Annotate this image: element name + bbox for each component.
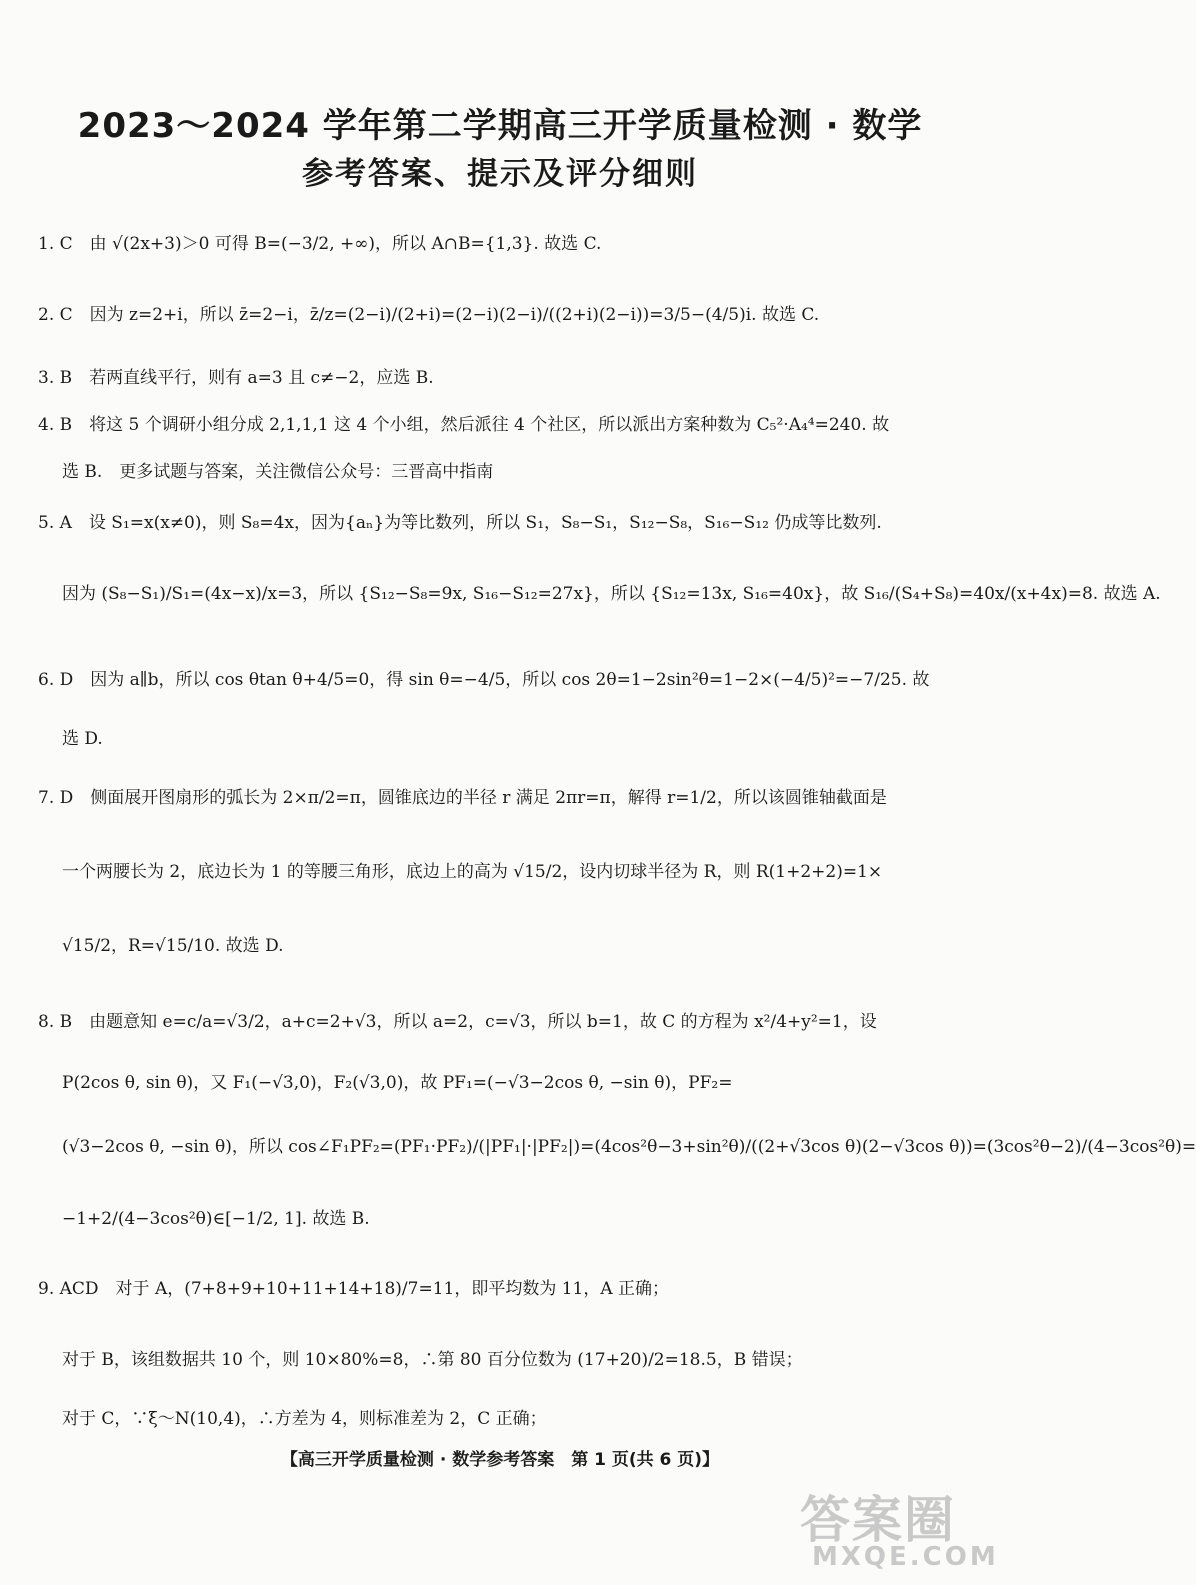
answer-6: 6. D 因为 a∥b，所以 cos θtan θ+4/5=0，得 sin θ=−4/5，所以 cos 2θ=1−2sin²θ=1−2×(−4/5)²=−7/25. 故 — [38, 670, 930, 690]
answer-7-cont: 一个两腰长为 2，底边长为 1 的等腰三角形，底边上的高为 √15/2，设内切球半径为 R，则 R(1+2+2)=1× — [62, 862, 883, 882]
watermark-text: 答案圈 — [800, 1491, 956, 1549]
answer-1: 1. C 由 √(2x+3)＞0 可得 B=(−3/2, +∞)，所以 A∩B={1,3}. 故选 C. — [38, 234, 602, 254]
answer-5: 5. A 设 S₁=x(x≠0)，则 S₈=4x，因为{aₙ}为等比数列，所以 S₁，S₈−S₁，S₁₂−S₈，S₁₆−S₁₂ 仍成等比数列. — [38, 513, 882, 533]
answer-8-cont-3: −1+2/(4−3cos²θ)∈[−1/2, 1]. 故选 B. — [62, 1209, 370, 1229]
answer-4-cont: 选 B. 更多试题与答案，关注微信公众号：三晋高中指南 — [62, 462, 494, 482]
answer-7: 7. D 侧面展开图扇形的弧长为 2×π/2=π，圆锥底边的半径 r 满足 2πr=π，解得 r=1/2，所以该圆锥轴截面是 — [38, 788, 887, 808]
answer-8: 8. B 由题意知 e=c/a=√3/2，a+c=2+√3，所以 a=2，c=√3，所以 b=1，故 C 的方程为 x²/4+y²=1，设 — [38, 1012, 877, 1032]
page-footer: 【高三开学质量检测 · 数学参考答案 第 1 页(共 6 页)】 — [280, 1450, 720, 1470]
watermark-logo — [800, 1480, 999, 1580]
answer-2: 2. C 因为 z=2+i，所以 z̄=2−i，z̄/z=(2−i)/(2+i)=(2−i)(2−i)/((2+i)(2−i))=3/5−(4/5)i. 故选 C. — [38, 305, 820, 325]
page-subtitle: 参考答案、提示及评分细则 — [302, 156, 698, 192]
answer-9-c: 对于 C，∵ξ～N(10,4)，∴方差为 4，则标准差为 2，C 正确； — [62, 1409, 547, 1429]
answer-8-cont-2: (√3−2cos θ, −sin θ)，所以 cos∠F₁PF₂=(PF₁·PF₂)/(|PF₁|·|PF₂|)=(4cos²θ−3+sin²θ)/((2+√3cos θ)(2−√3cos θ))=(3cos²θ−2)/(4−3cos²θ)= — [62, 1137, 1196, 1157]
answer-9: 9. ACD 对于 A，(7+8+9+10+11+14+18)/7=11，即平均数为 11，A 正确； — [38, 1279, 670, 1299]
answer-6-cont: 选 D. — [62, 729, 103, 749]
answer-7-cont-2: √15/2，R=√15/10. 故选 D. — [62, 936, 284, 956]
answer-5-cont: 因为 (S₈−S₁)/S₁=(4x−x)/x=3，所以 {S₁₂−S₈=9x, S₁₆−S₁₂=27x}，所以 {S₁₂=13x, S₁₆=40x}，故 S₁₆/(S₄+S₈)=40x/(x+4x)=8. 故选 A. — [62, 584, 1161, 604]
answer-3: 3. B 若两直线平行，则有 a=3 且 c≠−2，应选 B. — [38, 368, 434, 388]
page-title: 2023～2024 学年第二学期高三开学质量检测 · 数学 — [77, 106, 923, 146]
answer-4: 4. B 将这 5 个调研小组分成 2,1,1,1 这 4 个小组，然后派往 4 个社区，所以派出方案种数为 C₅²·A₄⁴=240. 故 — [38, 415, 890, 435]
answer-9-b: 对于 B，该组数据共 10 个，则 10×80%=8，∴第 80 百分位数为 (17+20)/2=18.5，B 错误； — [62, 1350, 803, 1370]
watermark-url: MXQE.COM — [812, 1542, 999, 1572]
answer-8-cont: P(2cos θ, sin θ)，又 F₁(−√3,0)，F₂(√3,0)，故 PF₁=(−√3−2cos θ, −sin θ)，PF₂= — [62, 1073, 733, 1093]
